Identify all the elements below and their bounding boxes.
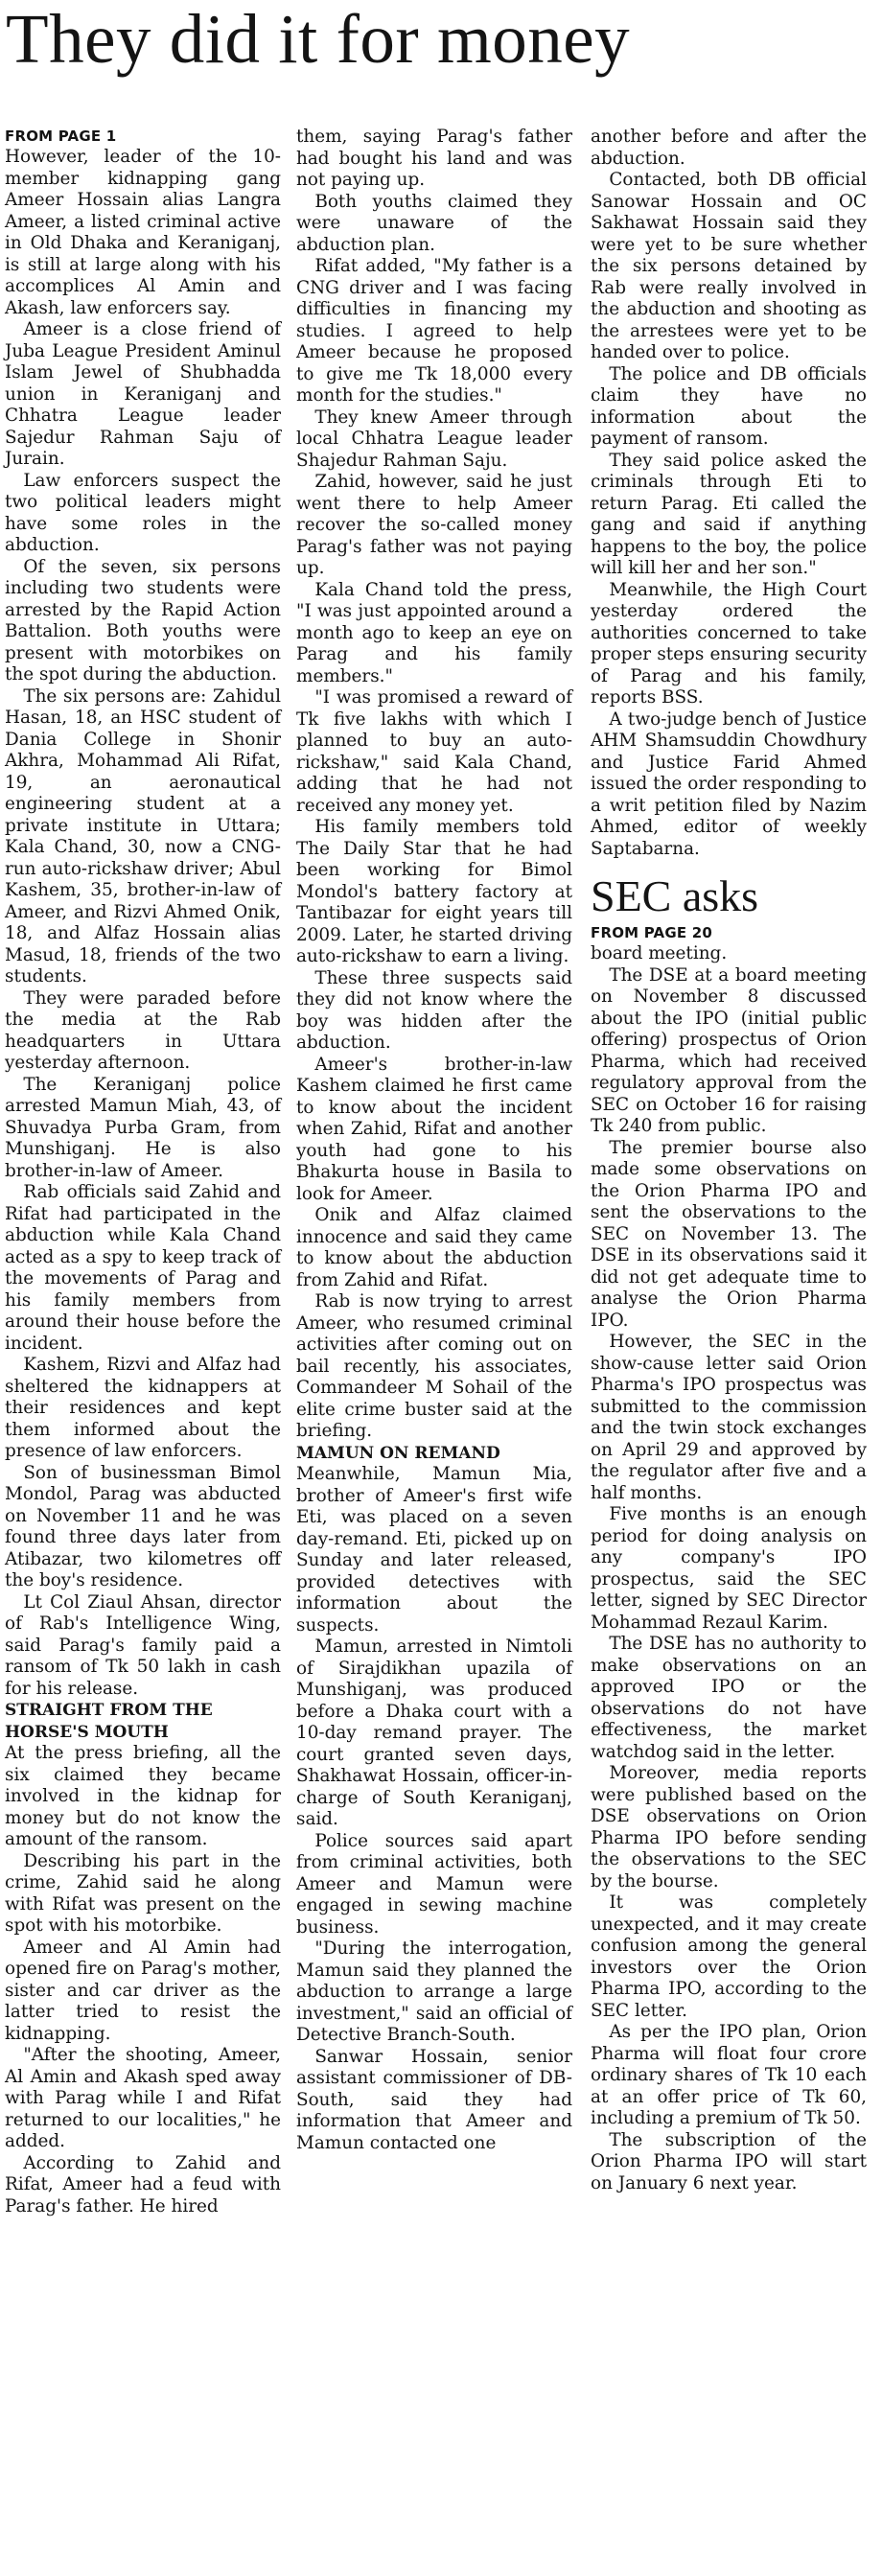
headline: They did it for money [6,0,631,78]
paragraph: His family members told The Daily Star that he had been working for Bimol Mondol's battery factory at Tantibazar for eight years till 2009. Later, he started driving auto-rickshaw to earn a living. [296,817,572,966]
paragraph: These three suspects said they did not know where the boy was hidden after the abduction. [296,967,572,1053]
paragraph: According to Zahid and Rifat, Ameer had a feud with Parag's father. He hired [5,2152,281,2216]
paragraph: "During the interrogation, Mamun said they planned the abduction to arrange a large investment," said an official of Detective Branch-South. [296,1938,572,2045]
paragraph: Law enforcers suspect the two political leaders might have some roles in the abduction. [5,470,281,555]
paragraph: Meanwhile, the High Court yesterday ordered the authorities concerned to take proper steps ensuring security of Parag and his family, reports BSS. [591,579,867,708]
paragraph: Describing his part in the crime, Zahid said he along with Rifat was present on the spot with his motorbike. [5,1850,281,1936]
paragraph: Five months is an enough period for doing analysis on any company's IPO prospectus, said the SEC letter, signed by SEC Director Mohammad Rezaul Karim. [591,1504,867,1633]
paragraph: As per the IPO plan, Orion Pharma will float four crore ordinary shares of Tk 10 each at an offer price of Tk 60, including a premium of Tk 50. [591,2022,867,2128]
paragraph: Meanwhile, Mamun Mia, brother of Ameer's first wife Eti, was placed on a seven day-remand. Eti, picked up on Sunday and later released, provided detectives with information about the suspects. [296,1464,572,1636]
paragraph: Rab is now trying to arrest Ameer, who resumed criminal activities after coming out on bail recently, his associates, Commandeer M Sohail of the elite crime buster said at the briefing. [296,1291,572,1441]
column-1 [5,127,281,2217]
paragraph: them, saying Parag's father had bought his land and was not paying up. [296,127,572,190]
paragraph: another before and after the abduction. [591,127,867,169]
paragraph: Both youths claimed they were unaware of the abduction plan. [296,191,572,255]
sec-asks-headline: SEC asks [591,871,759,920]
paragraph: Ameer and Al Amin had opened fire on Parag's mother, sister and car driver as the latter tried to resist the kidnapping. [5,1937,281,2044]
paragraph: Ameer is a close friend of Juba League President Aminul Islam Jewel of Shubhadda union in Keraniganj and Chhatra League leader Sajedur Rahman Saju of Jurain. [5,319,281,469]
paragraph: The Keraniganj police arrested Mamun Miah, 43, of Shuvadya Purba Gram, from Munshiganj. He is also brother-in-law of Ameer. [5,1074,281,1181]
paragraph: Police sources said apart from criminal activities, both Ameer and Mamun were engaged in sewing machine business. [296,1830,572,1938]
paragraph: board meeting. [591,943,728,963]
paragraph: Rab officials said Zahid and Rifat had participated in the abduction while Kala Chand acted as a spy to keep track of the movements of Parag and his family members from around their house before the incident. [5,1182,281,1354]
column-3 [591,127,867,2194]
paragraph: Rifat added, "My father is a CNG driver and I was facing difficulties in financing my studies. I agreed to help Ameer because he proposed to give me Tk 18,000 every month for the studies." [296,256,572,406]
paragraph: Zahid, however, said he just went there to help Ameer recover the so-called money Parag's father was not paying up. [296,472,572,578]
paragraph: Son of businessman Bimol Mondol, Parag was abducted on November 11 and he was found three days later from Atibazar, two kilometres off the boy's residence. [5,1462,281,1590]
paragraph: "I was promised a reward of Tk five lakhs with which I planned to buy an auto-rickshaw," said Kala Chand, adding that he had not received any money yet. [296,687,572,816]
paragraph: Ameer's brother-in-law Kashem claimed he first came to know about the incident when Zahid, Rifat and another youth had gone to his Bhakurta house in Basila to look for Ameer. [296,1054,572,1204]
paragraph: The six persons are: Zahidul Hasan, 18, an HSC student of Dania College in Shonir Akhra, Mohammad Ali Rifat, 19, an aeronautical engineering student at a private institute in Uttara; Kala Chand, 30, now a CNG-run auto-rickshaw driver; Abul Kashem, 35, brother-in-law of Ameer, and Rizvi Ahmed Onik, 18, and Alfaz Hossain alias Masud, 18, friends of the two students. [5,685,281,986]
paragraph: They knew Ameer through local Chhatra League leader Shajedur Rahman Saju. [296,406,572,471]
paragraph: Sanwar Hossain, senior assistant commissioner of DB-South, said they had information that Ameer and Mamun contacted one [296,2046,572,2153]
paragraph: Kala Chand told the press, "I was just appointed around a month ago to keep an eye on Parag and his family members." [296,579,572,686]
paragraph: The DSE has no authority to make observations on an approved IPO or the observations do not have effectiveness, the market watchdog said in the letter. [591,1634,867,1762]
paragraph: The DSE at a board meeting on November 8 discussed about the IPO (initial public offering) prospectus of Orion Pharma, which had received regulatory approval from the SEC on October 16 for raising Tk 240 from public. [591,964,867,1136]
paragraph: Moreover, media reports were published based on the DSE observations on Orion Pharma IPO before sending the observations to the SEC by the bourse. [591,1763,867,1891]
paragraph: At the press briefing, all the six claimed they became involved in the kidnap for money but do not know the amount of the ransom. [5,1743,281,1849]
paragraph: The subscription of the Orion Pharma IPO will start on January 6 next year. [591,2129,867,2193]
paragraph: They said police asked the criminals through Eti to return Parag. Eti called the gang and said if anything happens to the boy, the police will kill her and her son." [591,450,867,578]
paragraph: However, leader of the 10-member kidnapping gang Ameer Hossain alias Langra Ameer, a listed criminal active in Old Dhaka and Keraniganj, is still at large along with his accomplices Al Amin and Akash, law enforcers say. [5,147,281,318]
paragraph: However, the SEC in the show-cause letter said Orion Pharma's IPO prospectus was submitted to the commission and the twin stock exchanges on April 29 and approved by the regulator after five and a half months. [591,1332,867,1503]
paragraph: The premier bourse also made some observations on the Orion Pharma IPO and sent the observations to the SEC on November 13. The DSE in its observations said it did not get adequate time to analyse the Orion Pharma IPO. [591,1137,867,1331]
paragraph: It was completely unexpected, and it may create confusion among the general investors over the Orion Pharma IPO, according to the SEC letter. [591,1892,867,2021]
paragraph: Lt Col Ziaul Ahsan, director of Rab's Intelligence Wing, said Parag's family paid a ransom of Tk 50 lakh in cash for his release. [5,1591,281,1699]
paragraph: The police and DB officials claim they have no information about the payment of ransom. [591,363,867,449]
paragraph: "After the shooting, Ameer, Al Amin and Akash sped away with Parag while I and Rifat returned to our localities," he added. [5,2045,281,2151]
column-2 [296,127,572,2154]
paragraph: A two-judge bench of Justice AHM Shamsuddin Chowdhury and Justice Farid Ahmed issued the order responding to a writ petition filed by Nazim Ahmed, editor of weekly Saptabarna. [591,708,867,859]
jump-label: FROM PAGE 1 [5,128,117,145]
subheading: STRAIGHT FROM THE HORSE'S MOUTH [5,1701,213,1742]
paragraph: Contacted, both DB official Sanowar Hossain and OC Sakhawat Hossain said they were yet to be sure whether the six persons detained by Rab were really involved in the abduction and shooting as the arrestees were yet to be handed over to police. [591,170,867,362]
subheading: MAMUN ON REMAND [296,1443,500,1463]
paragraph: Mamun, arrested in Nimtoli of Sirajdikhan upazila of Munshiganj, was produced before a Dhaka court with a 10-day remand prayer. The court granted seven days, Shakhawat Hossain, officer-in-charge of South Keraniganj, said. [296,1636,572,1829]
paragraph: They were paraded before the media at the Rab headquarters in Uttara yesterday afternoon. [5,987,281,1073]
jump-label: FROM PAGE 20 [591,924,712,941]
paragraph: Kashem, Rizvi and Alfaz had sheltered the kidnappers at their residences and kept them informed about the presence of law enforcers. [5,1355,281,1461]
paragraph: Of the seven, six persons including two students were arrested by the Rapid Action Battalion. Both youths were present with motorbikes on the spot during the abduction. [5,556,281,685]
paragraph: Onik and Alfaz claimed innocence and said they came to know about the abduction from Zahid and Rifat. [296,1205,572,1290]
